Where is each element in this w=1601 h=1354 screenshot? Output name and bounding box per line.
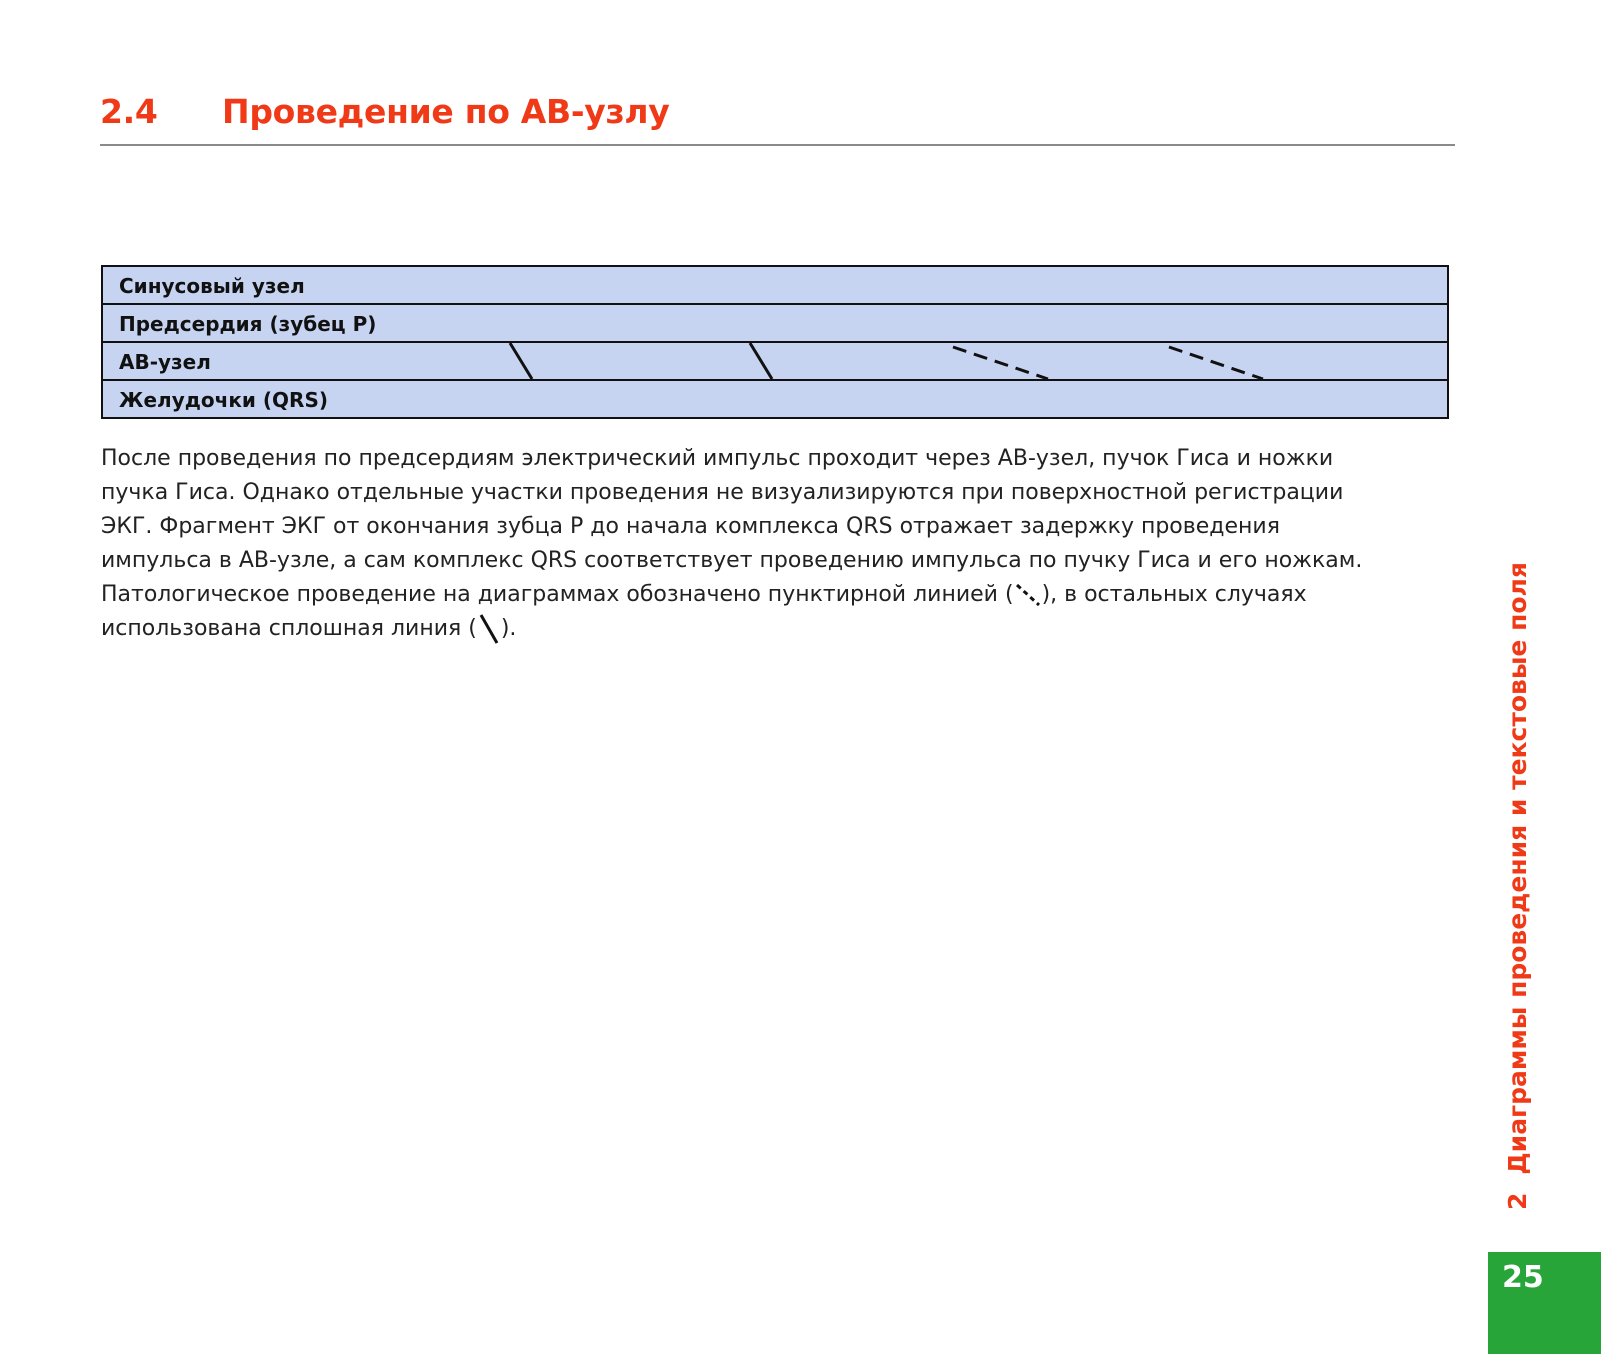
section-title: Проведение по АВ-узлу [222,92,670,131]
text-line: После проведения по предсердиям электрический импульс проходит через АВ-узел, пучок Гиса и ножки [101,446,1334,471]
chapter-number: 2 [1503,1192,1532,1210]
conduction-line-dashed [1169,347,1263,379]
dashed-line-icon [1014,582,1042,608]
conduction-line-dashed [953,347,1048,379]
page-number: 25 [1502,1260,1544,1295]
text-line: пучка Гиса. Однако отдельные участки проведения не визуализируются при поверхностной регистрации [101,480,1344,505]
row-label: Синусовый узел [119,274,305,298]
text-fragment: ). [500,616,517,641]
chapter-title: Диаграммы проведения и текстовые поля [1503,562,1532,1175]
row-label: Желудочки (QRS) [119,388,328,412]
conduction-marks [103,267,1447,417]
page-number-tab [1488,1252,1601,1354]
text-fragment: ), в остальных случаях [1041,582,1307,607]
text-line: импульса в АВ-узле, а сам комплекс QRS соответствует проведению импульса по пучку Гиса и его ножкам. [101,548,1363,573]
text-line [101,578,1421,612]
text-line [101,612,1421,646]
text-fragment: использована сплошная линия ( [101,616,477,641]
chapter-sidebar [1500,562,1540,1210]
row-label: АВ-узел [119,350,211,374]
row-label: Предсердия (зубец P) [119,312,377,336]
conduction-line-solid [750,343,772,379]
conduction-line-solid [510,343,532,379]
text-line: ЭКГ. Фрагмент ЭКГ от окончания зубца P до начала комплекса QRS отражает задержку проведения [101,514,1280,539]
body-paragraph [101,442,1421,646]
text-fragment: Патологическое проведение на диаграммах обозначено пунктирной линией ( [101,582,1014,607]
solid-line-icon [477,613,501,645]
conduction-diagram [101,265,1449,419]
section-heading [100,92,1455,146]
section-number: 2.4 [100,92,158,131]
